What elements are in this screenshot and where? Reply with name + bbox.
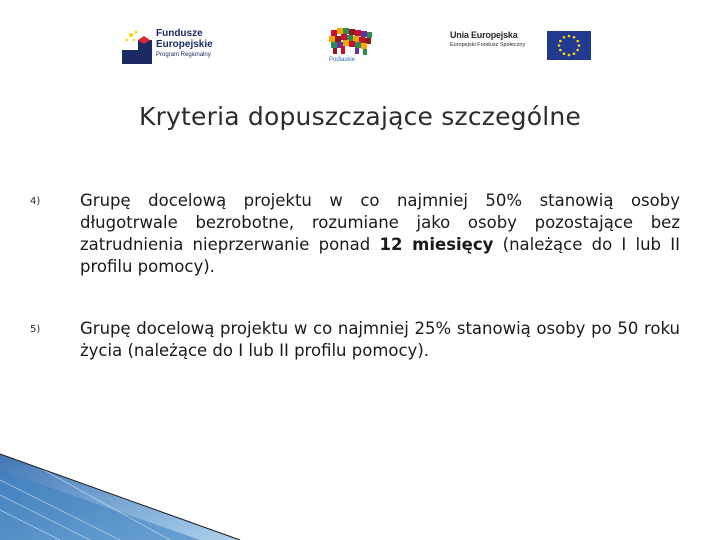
criterion-item xyxy=(30,190,680,278)
slide-title: Kryteria dopuszczające szczególne xyxy=(138,102,582,131)
logo-strip xyxy=(0,0,720,90)
criteria-list xyxy=(30,190,680,360)
fundusze-europejskie-text xyxy=(156,28,266,60)
ue-logo-line2: Europejski Fundusz Społeczny xyxy=(450,42,526,48)
criterion-item xyxy=(30,318,680,362)
fundusze-logo-line1: Fundusze xyxy=(156,28,203,39)
criterion-text-part: (należące do I lub II profilu pomocy). xyxy=(80,235,680,276)
criterion-text: Grupę docelową projektu w co najmniej 25% stanowią osoby po 50 roku życia (należące do I lub II profilu pomocy). xyxy=(80,319,680,360)
ue-logo-line1: Unia Europejska xyxy=(450,30,518,40)
unia-europejska-text xyxy=(450,30,545,50)
fundusze-europejskie-mark-icon xyxy=(122,26,152,64)
criterion-text xyxy=(80,190,680,278)
criterion-text-emphasis: 12 miesięcy xyxy=(379,235,494,254)
podlaskie-label: Podlaskie xyxy=(329,57,356,63)
podlaskie-logo xyxy=(325,26,377,70)
criterion-number: 5) xyxy=(30,324,41,335)
criterion-text-part: Grupę docelową projektu w co najmniej 50% stanowią osoby długotrwale bezrobotne, rozumiane jako osoby pozostające bez zatrudnienia nieprzerwanie ponad xyxy=(80,191,680,254)
fundusze-logo-line2: Europejskie xyxy=(156,39,213,50)
podlaskie-bison-icon xyxy=(325,26,377,58)
criterion-number: 4) xyxy=(30,196,41,207)
eu-flag-icon xyxy=(547,31,591,60)
decorative-swoosh xyxy=(0,440,260,540)
fundusze-logo-line3: Program Regionalny xyxy=(156,52,211,58)
